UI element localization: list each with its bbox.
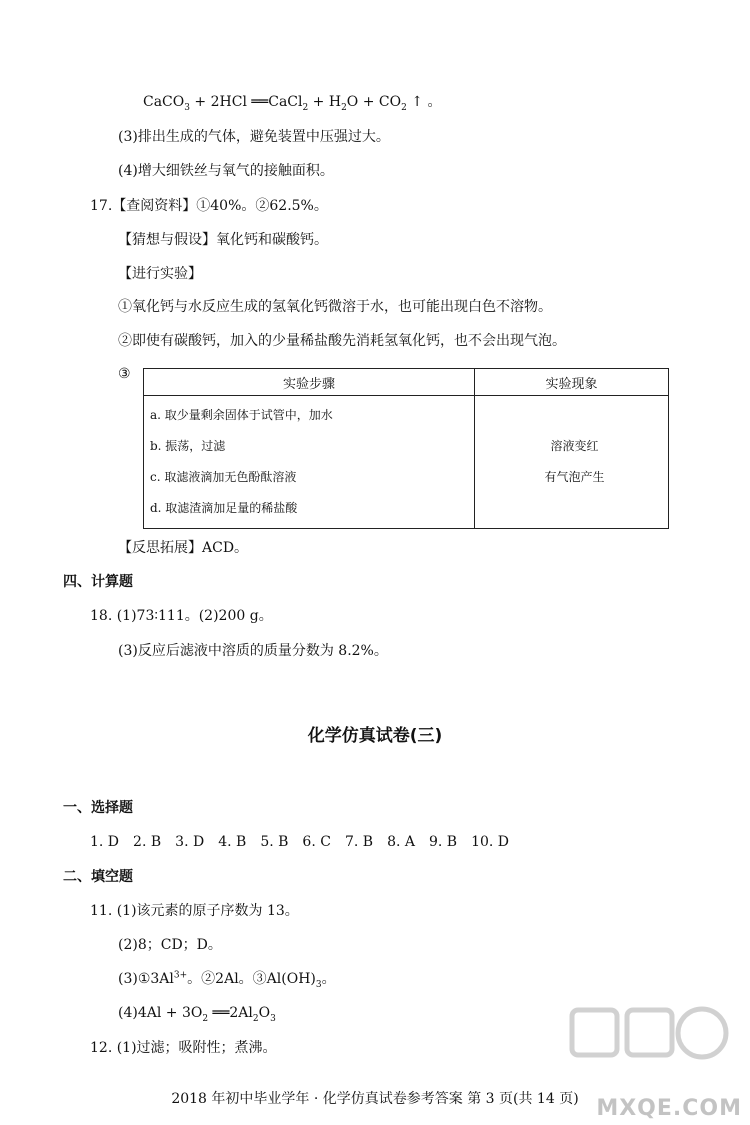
steps-cell bbox=[144, 396, 475, 529]
q17-point-3-marker: ③ bbox=[118, 366, 131, 382]
q18-answer-1: 18. (1)73∶111。(2)200 g。 bbox=[90, 608, 273, 624]
formula-sub: 3 bbox=[315, 979, 322, 990]
answer-item: 7. B bbox=[344, 834, 374, 850]
eq-sub: 2 bbox=[341, 102, 347, 113]
q11-answer-4 bbox=[118, 1003, 276, 1023]
answer-item: 5. B bbox=[260, 834, 289, 850]
section-fill-blank: 二、填空题 bbox=[63, 869, 133, 885]
eq-part: + H bbox=[308, 94, 342, 110]
answer-item: 10. D bbox=[471, 834, 510, 850]
q17-point-1: ①氧化钙与水反应生成的氢氧化钙微溶于水，也可能出现白色不溶物。 bbox=[118, 299, 552, 315]
answer-item: 8. A bbox=[387, 834, 415, 850]
formula-part: 。 bbox=[321, 971, 336, 987]
eq-sub: 2 bbox=[401, 102, 407, 113]
formula-part: O bbox=[258, 1005, 271, 1021]
q16-answer-3: (3)排出生成的气体，避免装置中压强过大。 bbox=[118, 129, 390, 145]
q17-guess: 【猜想与假设】氧化钙和碳酸钙。 bbox=[118, 232, 328, 248]
section-calculation: 四、计算题 bbox=[63, 574, 133, 590]
eq-part: O + CO bbox=[346, 94, 402, 110]
eq-part: CaCO bbox=[143, 94, 185, 110]
q17-heading: 17.【查阅资料】①40%。②62.5%。 bbox=[90, 198, 328, 214]
eq-sub: 2 bbox=[302, 102, 309, 113]
answer-item: 4. B bbox=[218, 834, 247, 850]
formula-part: (3)①3Al bbox=[118, 971, 174, 987]
q17-point-2: ②即使有碳酸钙，加入的少量稀盐酸先消耗氢氧化钙，也不会出现气泡。 bbox=[118, 333, 566, 349]
q16-equation bbox=[143, 92, 441, 112]
q11-answer-1: 11. (1)该元素的原子序数为 13。 bbox=[90, 903, 299, 919]
formula-part: ══2Al bbox=[208, 1005, 253, 1021]
q12-answer-1: 12. (1)过滤；吸附性；煮沸。 bbox=[90, 1040, 277, 1056]
q16-answer-4: (4)增大细铁丝与氧气的接触面积。 bbox=[118, 163, 334, 179]
answer-item: 3. D bbox=[175, 834, 205, 850]
q18-answer-3: (3)反应后滤液中溶质的质量分数为 8.2%。 bbox=[118, 643, 388, 659]
formula-part: 。②2Al。③Al(OH) bbox=[187, 971, 316, 987]
formula-sub: 3 bbox=[270, 1013, 276, 1024]
page-footer: 2018 年初中毕业学年 · 化学仿真试卷参考答案 第 3 页(共 14 页) bbox=[171, 1091, 579, 1107]
eq-sub: 3 bbox=[184, 102, 190, 113]
q11-answer-2: (2)8；CD；D。 bbox=[118, 937, 222, 953]
step-c: c. 取滤液滴加无色酚酞溶液 bbox=[150, 470, 297, 484]
eq-part: + 2HCl ══CaCl bbox=[189, 94, 303, 110]
step-a: a. 取少量剩余固体于试管中，加水 bbox=[150, 408, 333, 422]
answer-item: 9. B bbox=[428, 834, 458, 850]
table-header-steps: 实验步骤 bbox=[144, 369, 475, 396]
observation-d bbox=[475, 493, 668, 524]
watermark-text: MXQE.COM bbox=[596, 1096, 742, 1121]
q17-experiment-label: 【进行实验】 bbox=[118, 266, 202, 282]
experiment-table bbox=[143, 368, 669, 529]
choice-answers bbox=[90, 832, 509, 852]
observation-a bbox=[475, 400, 668, 431]
observation-c: 有气泡产生 bbox=[544, 470, 605, 484]
paper-title: 化学仿真试卷(三) bbox=[307, 726, 443, 746]
answer-item: 2. B bbox=[133, 834, 162, 850]
formula-sub: 2 bbox=[202, 1013, 209, 1024]
answer-item: 6. C bbox=[302, 834, 331, 850]
observations-cell bbox=[475, 396, 669, 529]
section-choice: 一、选择题 bbox=[63, 800, 133, 816]
step-d: d. 取滤渣滴加足量的稀盐酸 bbox=[150, 501, 298, 515]
formula-sub: 2 bbox=[252, 1013, 259, 1024]
table-header-observations: 实验现象 bbox=[475, 369, 669, 396]
formula-sup: 3+ bbox=[173, 970, 188, 981]
q17-reflection: 【反思拓展】ACD。 bbox=[118, 540, 249, 556]
observation-b: 溶液变红 bbox=[550, 439, 599, 453]
eq-part: ↑ 。 bbox=[406, 94, 442, 110]
step-b: b. 振荡，过滤 bbox=[150, 439, 226, 453]
formula-part: (4)4Al + 3O bbox=[118, 1005, 203, 1021]
answer-item: 1. D bbox=[90, 834, 120, 850]
q11-answer-3 bbox=[118, 969, 336, 989]
